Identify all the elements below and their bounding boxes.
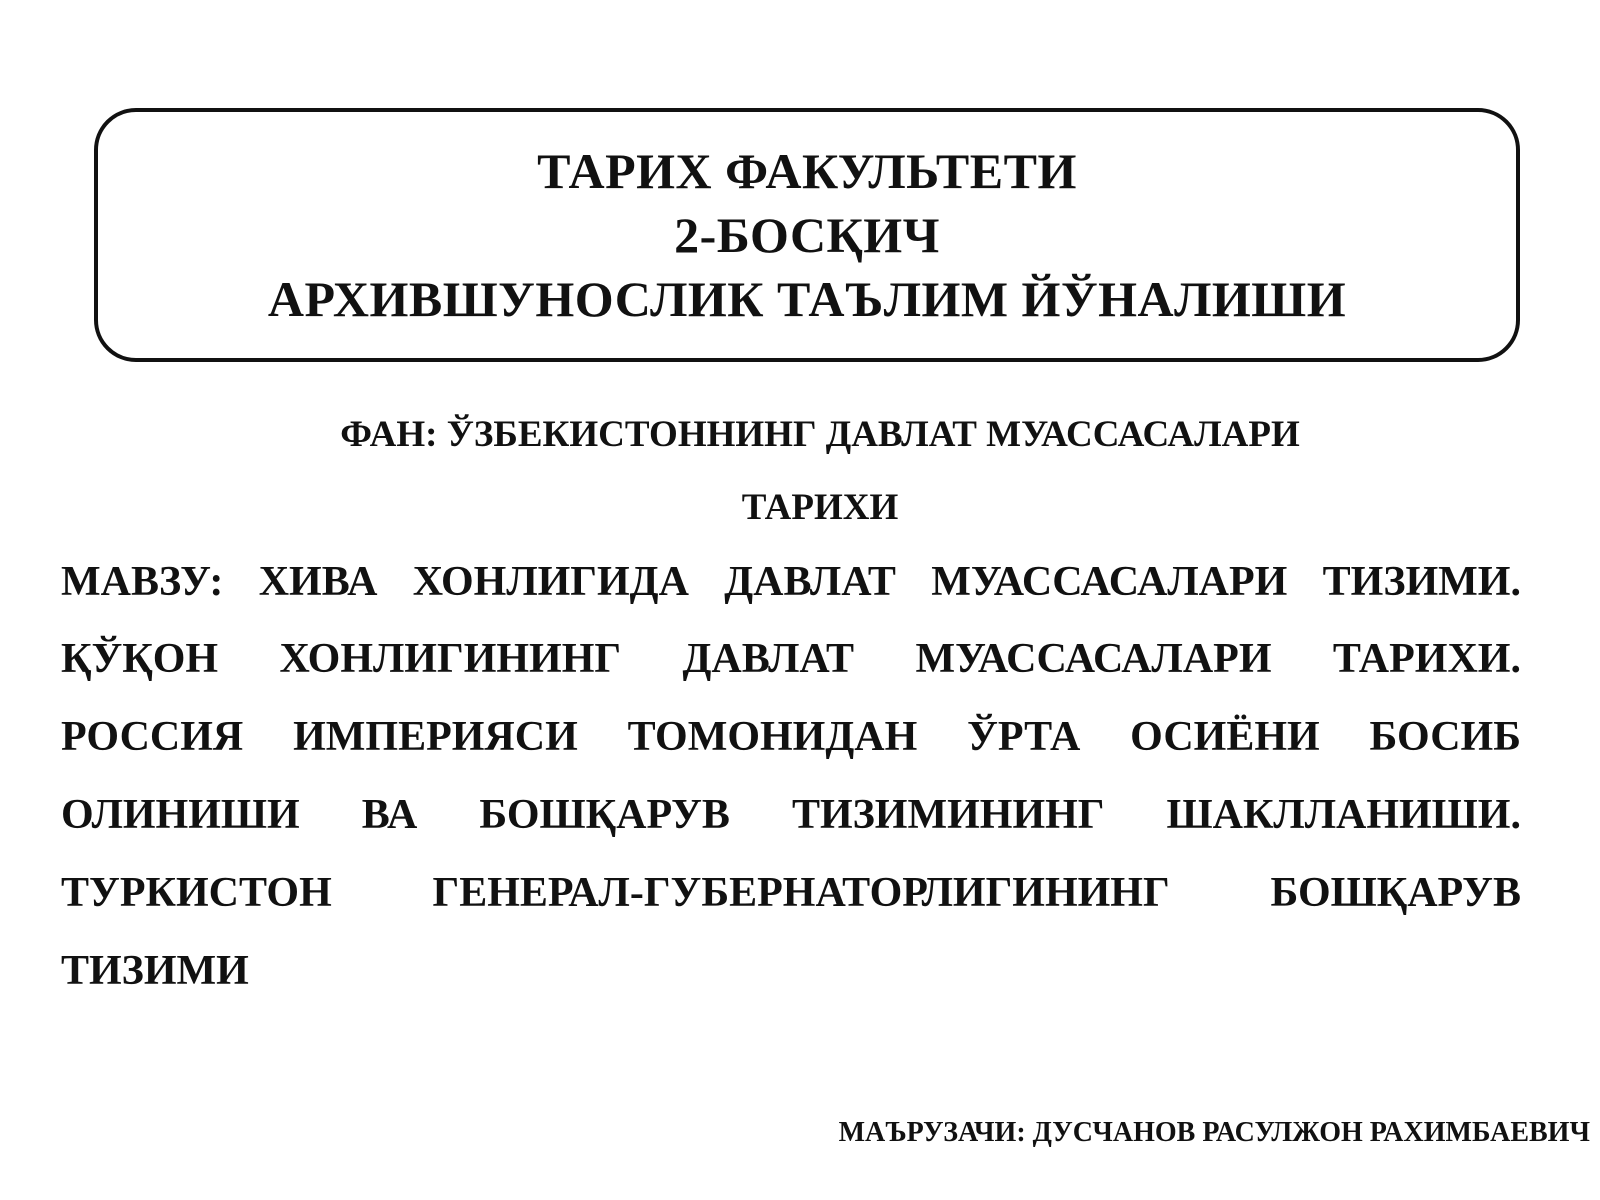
course-stage: 2-БОСҚИЧ bbox=[674, 207, 940, 263]
topic-line-5 bbox=[61, 869, 1521, 917]
topic-word: ТИЗИМИ. bbox=[1322, 559, 1521, 605]
topic-line-2 bbox=[61, 635, 1521, 683]
topic-word: ТИЗИМИ bbox=[61, 948, 249, 994]
topic-word: ХИВА bbox=[258, 559, 378, 605]
topic-word: ТАРИХИ. bbox=[1332, 636, 1521, 682]
topic-word: ХОНЛИГИНИНГ bbox=[279, 636, 622, 682]
topic-word: МУАССАСАЛАРИ bbox=[915, 636, 1272, 682]
topic-word: ИМПЕРИЯСИ bbox=[293, 714, 578, 760]
faculty-title: ТАРИХ ФАКУЛЬТЕТИ bbox=[537, 143, 1077, 199]
topic-line-6 bbox=[61, 947, 1521, 995]
topic-word: МАВЗУ: bbox=[61, 559, 224, 605]
topic-word: ТОМОНИДАН bbox=[627, 714, 918, 760]
header-box bbox=[94, 108, 1520, 362]
topic-word: ЎРТА bbox=[967, 714, 1081, 760]
topic-word: ҚЎҚОН bbox=[61, 636, 219, 682]
topic-word: БОСИБ bbox=[1369, 714, 1521, 760]
topic-word: ОЛИНИШИ bbox=[61, 792, 300, 838]
topic-word: ХОНЛИГИДА bbox=[412, 559, 689, 605]
subject-title-continued: ТАРИХИ bbox=[741, 487, 899, 528]
topic-word: РОССИЯ bbox=[61, 714, 244, 760]
topic-word: ШАКЛЛАНИШИ. bbox=[1166, 792, 1521, 838]
topic-word: ВА bbox=[361, 792, 418, 838]
topic-word: ОСИЁНИ bbox=[1130, 714, 1320, 760]
education-direction: АРХИВШУНОСЛИК ТАЪЛИМ ЙЎНАЛИШИ bbox=[267, 271, 1347, 327]
topic-line-4 bbox=[61, 791, 1521, 839]
topic-word: ТИЗИМИНИНГ bbox=[791, 792, 1105, 838]
topic-word: БОШҚАРУВ bbox=[479, 792, 730, 838]
topic-line-3 bbox=[61, 713, 1521, 761]
topic-word: ТУРКИСТОН bbox=[61, 870, 332, 916]
topic-word: МУАССАСАЛАРИ bbox=[931, 559, 1288, 605]
topic-word: ГЕНЕРАЛ-ГУБЕРНАТОРЛИГИНИНГ bbox=[432, 870, 1170, 916]
topic-word: ДАВЛАТ bbox=[724, 559, 896, 605]
topic-word: БОШҚАРУВ bbox=[1270, 870, 1521, 916]
topic-line-1 bbox=[61, 558, 1521, 606]
lecturer-name: МАЪРУЗАЧИ: ДУСЧАНОВ РАСУЛЖОН РАХИМБАЕВИЧ bbox=[838, 1117, 1590, 1148]
topic-word: ДАВЛАТ bbox=[682, 636, 855, 682]
subject-title: ФАН: ЎЗБЕКИСТОННИНГ ДАВЛАТ МУАССАСАЛАРИ bbox=[340, 414, 1300, 455]
